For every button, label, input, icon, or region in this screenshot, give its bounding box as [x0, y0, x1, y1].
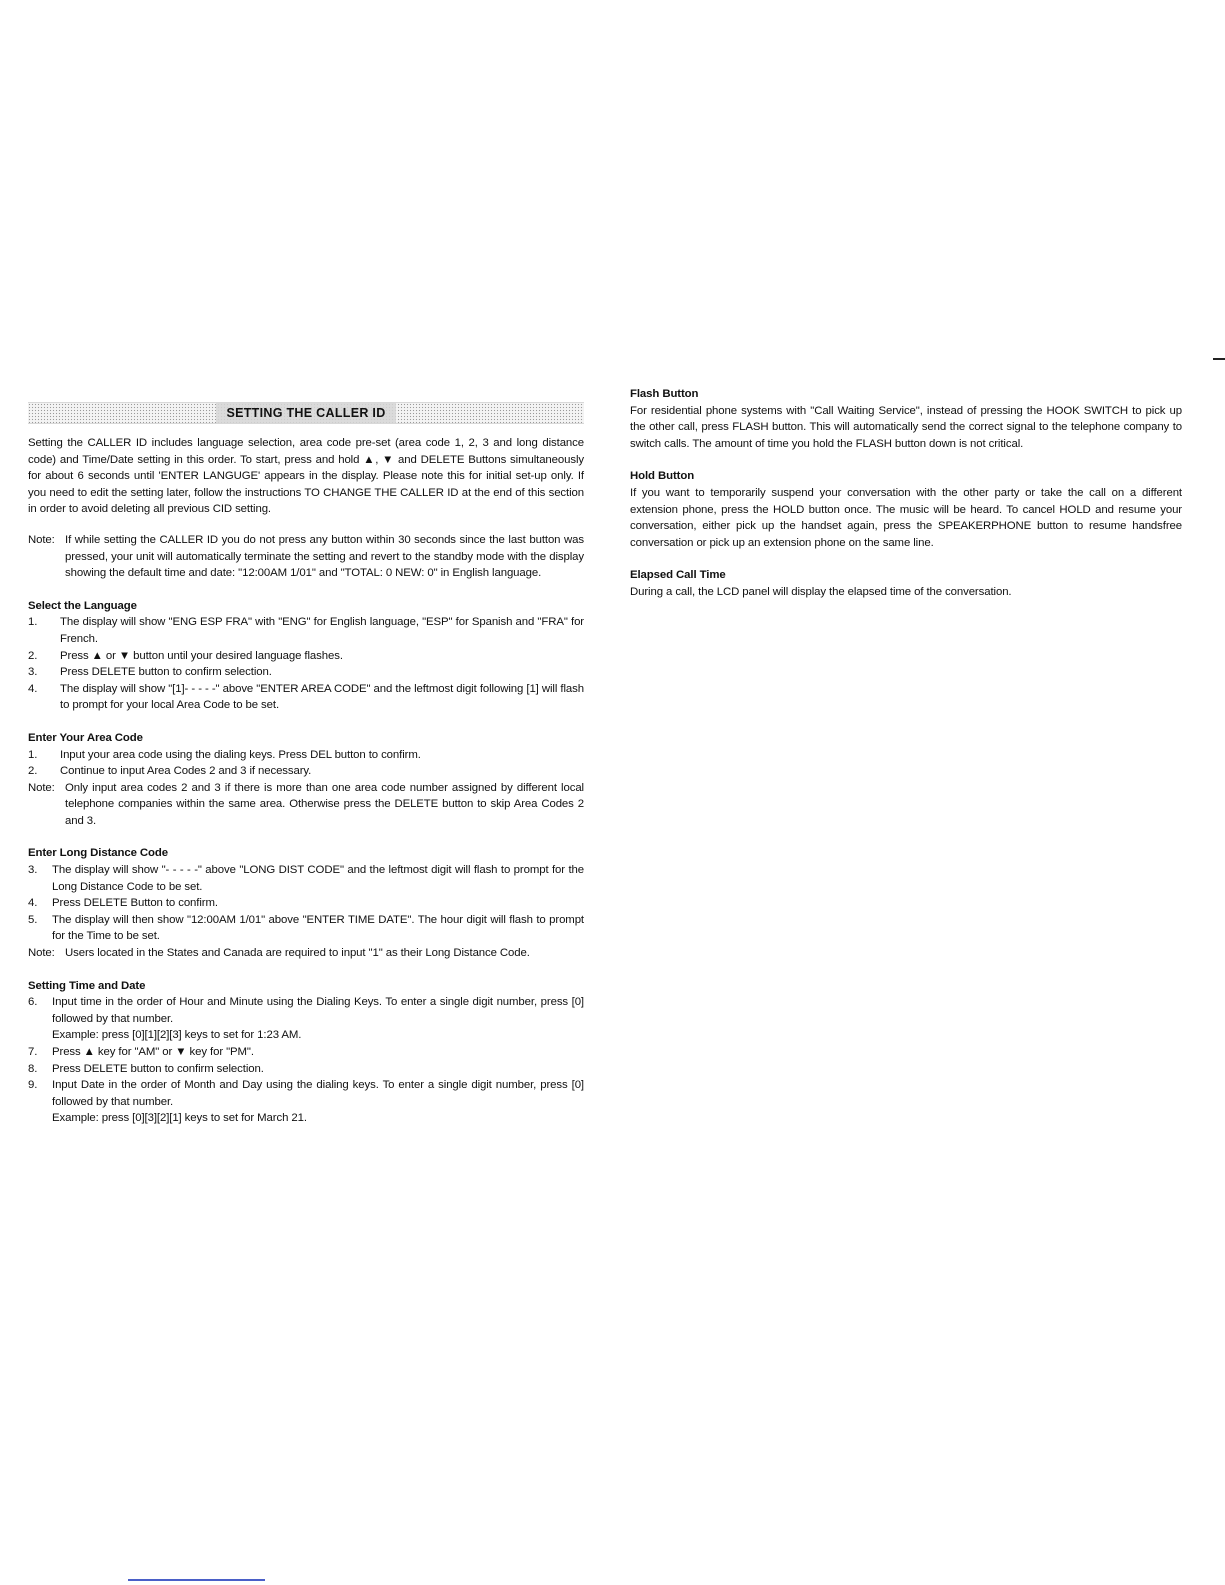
list-item [28, 614, 584, 647]
step-number: 4. [28, 682, 38, 695]
step-text: The display will show "[1]- - - - -" above "ENTER AREA CODE" and the leftmost digit following [1] will flash to prompt for your local Area Code to be set. [60, 682, 584, 712]
right-column [630, 386, 1182, 601]
step-number: 3. [28, 864, 38, 877]
step-text-main: Input time in the order of Hour and Minute using the Dialing Keys. To enter a single digit number, press [0] followed by that number. [52, 996, 584, 1025]
language-steps [28, 614, 584, 714]
step-text: The display will show "- - - - -" above "LONG DIST CODE" and the leftmost digit will flash to prompt for the Long Distance Code to be set. [52, 864, 584, 893]
section-title-bar [28, 402, 584, 424]
section-time-date [28, 978, 584, 1127]
step-example: Example: press [0][1][2][3] keys to set for 1:23 AM. [52, 1029, 302, 1042]
heading-long-distance: Enter Long Distance Code [28, 847, 168, 860]
step-text: Continue to input Area Codes 2 and 3 if necessary. [60, 765, 312, 778]
left-column [28, 402, 584, 1127]
step-number: 8. [28, 1062, 38, 1075]
heading-area-code: Enter Your Area Code [28, 731, 143, 744]
elapsed-paragraph: During a call, the LCD panel will display the elapsed time of the conversation. [630, 585, 1012, 598]
note-text: If while setting the CALLER ID you do not press any button within 30 seconds since the last button was pressed, your unit will automatically terminate the setting and revert to the standby mode with the display showing the default time and date: "12:00AM 1/01" and "TOTAL: 0 NEW: 0" in English language. [65, 533, 584, 580]
heading-select-language: Select the Language [28, 599, 137, 612]
step-text [52, 994, 584, 1044]
list-item [28, 912, 584, 945]
list-item [28, 862, 584, 895]
note-label: Note: [28, 781, 55, 794]
note-text: Users located in the States and Canada are required to input "1" as their Long Distance Code. [65, 947, 530, 960]
note-label: Note: [28, 947, 55, 960]
list-item [28, 1077, 584, 1127]
step-number: 2. [28, 765, 38, 778]
step-text: Press ▲ or ▼ button until your desired language flashes. [60, 649, 343, 662]
page-edge-mark [1213, 358, 1225, 360]
step-number: 2. [28, 649, 38, 662]
list-item [28, 763, 584, 780]
list-item [28, 895, 584, 912]
section-title: SETTING THE CALLER ID [216, 403, 395, 423]
step-text: The display will show "ENG ESP FRA" with "ENG" for English language, "ESP" for Spanish and "FRA" for French. [60, 616, 584, 645]
long-distance-steps [28, 862, 584, 945]
step-text: The display will then show "12:00AM 1/01" above "ENTER TIME DATE". The hour digit will flash to prompt for the Time to be set. [52, 913, 584, 943]
list-item [28, 681, 584, 714]
section-flash-button [630, 386, 1182, 452]
step-text: Press DELETE Button to confirm. [52, 897, 218, 910]
section-area-code [28, 730, 584, 830]
step-number: 6. [28, 996, 38, 1009]
step-number: 7. [28, 1046, 38, 1058]
step-example: Example: press [0][3][2][1] keys to set for March 21. [52, 1112, 307, 1125]
intro-paragraph: Setting the CALLER ID includes language selection, area code pre-set (area code 1, 2, 3 and long distance code) and Time/Date setting in this order. To start, press and hold ▲, ▼ and DELETE Buttons simultaneously for about 6 seconds until 'ENTER LANGUGE' appears in the display. Please note this for initial set-up only. If you need to edit the setting later, follow the instructions TO CHANGE THE CALLER ID at the end of this section in order to avoid deleting all previous CID setting. [28, 437, 584, 516]
bottom-underline-mark [128, 1579, 265, 1581]
note-long-distance [28, 945, 584, 962]
flash-paragraph: For residential phone systems with "Call Waiting Service", instead of pressing the HOOK SWITCH to pick up the other call, press FLASH button. This will automatically send the correct signal to the telephone company to switch calls. The amount of time you hold the FLASH button down is not critical. [630, 404, 1182, 450]
step-text: Press ▲ key for "AM" or ▼ key for "PM". [52, 1046, 254, 1058]
note-area-code [28, 780, 584, 830]
note-text: Only input area codes 2 and 3 if there is more than one area code number assigned by different local telephone companies within the same area. Otherwise press the DELETE button to skip Area Codes 2 and 3. [65, 781, 584, 827]
list-item [28, 994, 584, 1044]
time-date-steps [28, 994, 584, 1127]
list-item [28, 1044, 584, 1061]
list-item [28, 664, 584, 681]
heading-elapsed-call-time: Elapsed Call Time [630, 569, 726, 582]
list-item [28, 648, 584, 665]
step-text: Press DELETE button to confirm selection. [52, 1062, 264, 1075]
step-number: 4. [28, 897, 38, 910]
list-item [28, 747, 584, 764]
step-number: 9. [28, 1079, 38, 1092]
area-code-steps [28, 747, 584, 780]
step-number: 1. [28, 616, 38, 629]
section-elapsed-call-time [630, 567, 1182, 600]
section-long-distance [28, 845, 584, 961]
note-timeout [28, 532, 584, 582]
note-label: Note: [28, 533, 55, 546]
step-number: 1. [28, 748, 38, 761]
step-number: 3. [28, 666, 38, 679]
hold-paragraph: If you want to temporarily suspend your conversation with the other party or take the call on a different extension phone, press the HOLD button once. The music will be heard. To cancel HOLD and resume your conversation, either pick up the handset again, press the SPEAKERPHONE button to resume handsfree conversation or pick up an extension phone on the same line. [630, 486, 1182, 549]
step-text: Input your area code using the dialing keys. Press DEL button to confirm. [60, 748, 421, 761]
step-text-main: Input Date in the order of Month and Day using the dialing keys. To enter a single digit number, press [0] followed by that number. [52, 1079, 584, 1108]
heading-time-date: Setting Time and Date [28, 979, 146, 992]
list-item [28, 1061, 584, 1078]
section-select-language [28, 598, 584, 714]
heading-flash-button: Flash Button [630, 388, 699, 400]
section-hold-button [630, 468, 1182, 551]
step-text [52, 1077, 584, 1127]
step-text: Press DELETE button to confirm selection. [60, 666, 272, 679]
heading-hold-button: Hold Button [630, 470, 695, 483]
step-number: 5. [28, 913, 38, 926]
